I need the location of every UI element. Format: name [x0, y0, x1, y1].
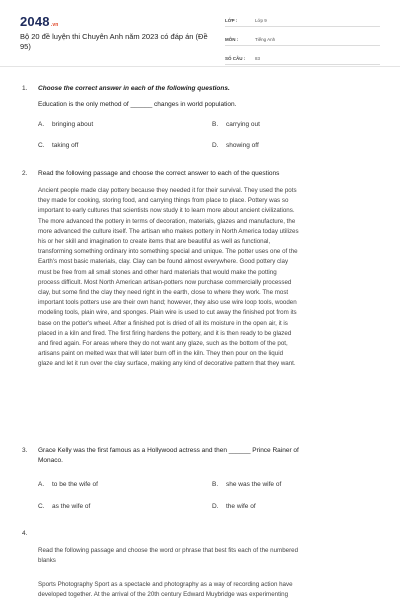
passage-line: base on the potter's wheel. After a finished pot is dried of all its moisture in the open air, it is	[38, 319, 288, 327]
option-a[interactable]	[38, 121, 93, 128]
option-d[interactable]	[212, 503, 256, 510]
option-letter: C.	[38, 142, 45, 149]
passage-line: placed in a kiln and fired. The first firing hardens the pottery, and it is then ready to be glazed	[38, 329, 292, 337]
instruction-line: blanks	[38, 557, 56, 565]
option-letter: C.	[38, 503, 45, 510]
question-instruction: Choose the correct answer in each of the following questions.	[38, 85, 230, 92]
question-stem-continued: Monaco.	[38, 457, 63, 464]
option-b[interactable]	[212, 121, 260, 128]
option-letter: D.	[212, 142, 219, 149]
passage-line: important tools potters use are their own hand; however, they also use wire loop tools, wooden	[38, 299, 297, 307]
passage-line: Sports Photography Sport as a spectacle and photography as a way of recording action have	[38, 581, 293, 588]
question-stem: Grace Kelly was the first famous as a Hollywood actress and then ______ Prince Rainer of	[38, 447, 299, 454]
page-header	[0, 0, 400, 62]
meta-value: Tiếng Anh	[255, 36, 276, 42]
document-title: Bộ 20 đề luyện thi Chuyên Anh năm 2023 có đáp án (Đề 95)	[20, 32, 208, 51]
option-letter: D.	[212, 503, 219, 510]
question-number: 1.	[22, 85, 28, 92]
reading-passage	[38, 186, 378, 370]
meta-label: SỐ CÂU :	[225, 55, 246, 61]
passage-line: modeling tools, plain wire, and sponges. Plain wire is used to cut away the finished pot from its	[38, 309, 297, 317]
question-number: 4.	[22, 530, 28, 537]
option-text: as the wife of	[52, 503, 91, 510]
passage-line: The more advanced the pottery in terms of decoration, materials, glazes and manufacture, the	[38, 217, 296, 225]
option-text: carrying out	[226, 121, 260, 128]
meta-value: 83	[255, 55, 261, 61]
meta-label: MÔN :	[225, 36, 239, 42]
option-text: to be the wife of	[52, 481, 98, 488]
meta-row-grade	[225, 14, 380, 27]
option-text: taking off	[52, 142, 79, 149]
option-a[interactable]	[38, 481, 98, 488]
option-text: showing off	[226, 142, 259, 149]
passage-line: clay, but some find the clay they need right in the earth, close to where they work. The most	[38, 289, 289, 297]
reading-passage	[38, 580, 378, 600]
passage-line: his or her skill and imagination to create items that are beautiful as well as functional,	[38, 238, 271, 246]
option-text: bringing about	[52, 121, 94, 128]
option-c[interactable]	[38, 503, 90, 510]
option-letter: B.	[212, 481, 219, 488]
meta-label: LỚP :	[225, 17, 238, 23]
passage-line: they made for cooking, storing food, and carrying things from place to place. Pottery was so	[38, 197, 289, 205]
option-text: the wife of	[226, 503, 256, 510]
passage-line: process difficult. Most North American artisan-potters now purchase commercially processed	[38, 278, 292, 286]
option-text: she was the wife of	[226, 481, 282, 488]
passage-line: and fired again. For areas where they do not want any glaze, such as the bottom of the pot,	[38, 340, 288, 348]
passage-line: transforming something ordinary into something special and unique. The potter uses one of the	[38, 248, 298, 256]
question-number: 2.	[22, 170, 28, 177]
logo-number: 2048	[20, 14, 50, 29]
option-b[interactable]	[212, 481, 281, 488]
passage-line: developed together. At the arrival of the 20th century Edward Muybridge was experimenting	[38, 591, 289, 599]
document-meta	[225, 14, 380, 71]
passage-line: glaze and let it run over the clay surface, making any kind of decorative pattern that they want.	[38, 360, 296, 368]
question-instruction	[38, 546, 378, 566]
meta-row-subject	[225, 33, 380, 46]
question-stem: Education is the only method of ______ changes in world population.	[38, 101, 237, 108]
passage-line: important to early cultures that scientists now study it to learn more about ancient civilizations.	[38, 207, 295, 215]
meta-row-count	[225, 52, 380, 65]
passage-line: must be free from all small stones and other hard materials that would make the potting	[38, 268, 277, 276]
option-letter: A.	[38, 121, 45, 128]
option-d[interactable]	[212, 142, 259, 149]
passage-line: artisans paint on melted wax that will later burn off in the kiln. They then pour on the liquid	[38, 350, 284, 358]
logo-suffix: .vn	[50, 22, 59, 28]
option-letter: A.	[38, 481, 45, 488]
header-divider	[0, 66, 400, 67]
question-instruction: Read the following passage and choose the correct answer to each of the questions	[38, 170, 280, 177]
meta-value: Lớp 9	[255, 17, 267, 23]
option-letter: B.	[212, 121, 219, 128]
passage-line: more advanced the culture itself. The artisan who makes pottery in North America today utilizes	[38, 227, 299, 235]
site-logo[interactable]	[20, 14, 59, 29]
instruction-line: Read the following passage and choose the word or phrase that best fits each of the numbered	[38, 547, 299, 554]
passage-line: Earth's most basic materials, clay. Clay can be found almost everywhere. Good pottery clay	[38, 258, 289, 266]
passage-line: Ancient people made clay pottery because they needed it for their survival. They used the pots	[38, 187, 297, 194]
option-c[interactable]	[38, 142, 78, 149]
question-number: 3.	[22, 447, 28, 454]
